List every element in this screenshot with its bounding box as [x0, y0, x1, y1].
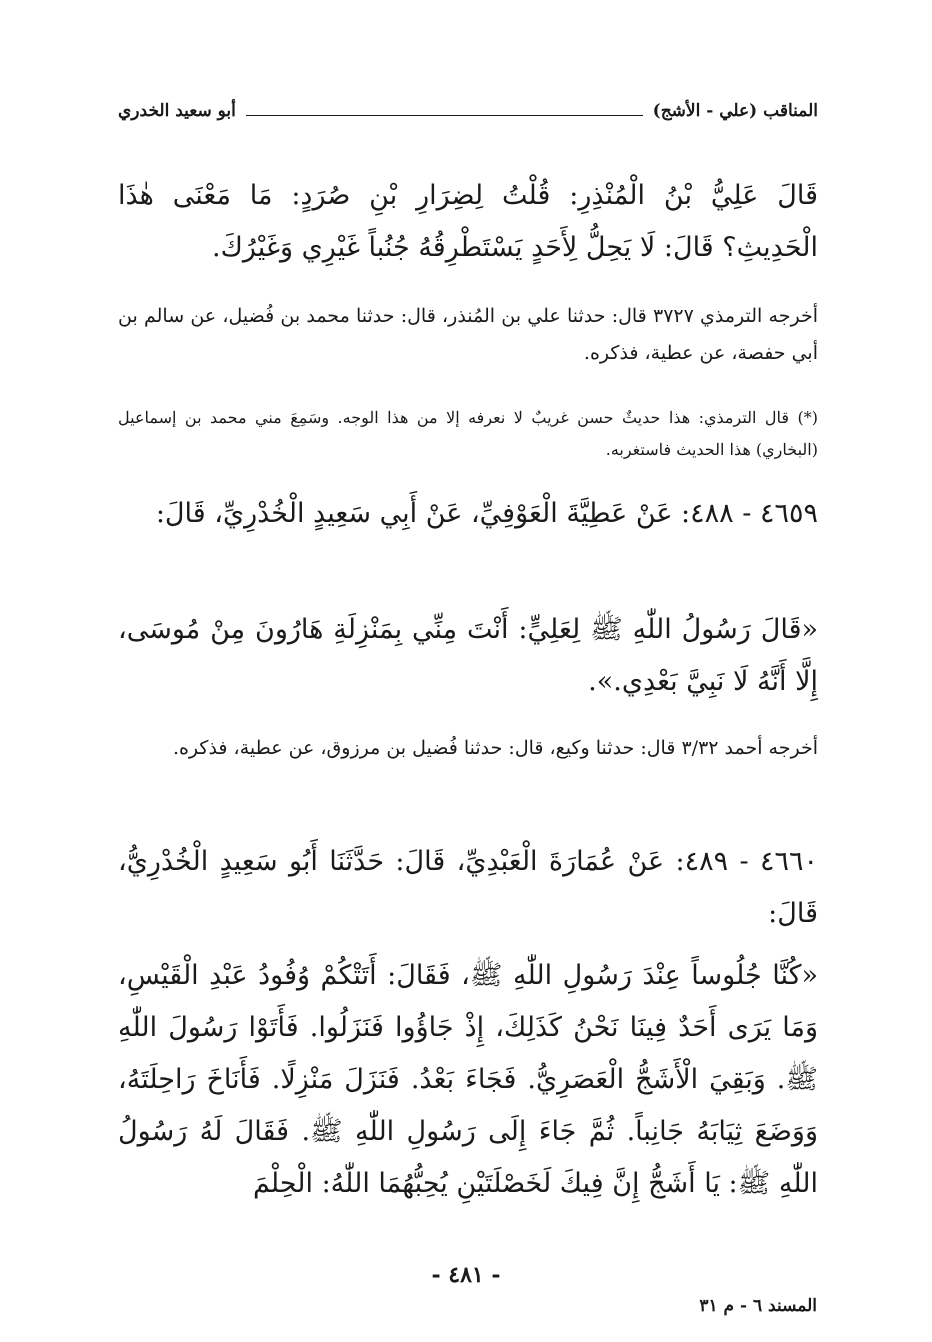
running-header — [118, 96, 818, 126]
header-section-title: المناقب (علي - الأشج) — [652, 101, 818, 121]
footnote-tirmidhi-comment: (*) قال الترمذي: هذا حديثٌ حسن غريبٌ لا نعرفه إلا من هذا الوجه. وسَمِعَ مني محمد بن إسماعيل (البخاري) هذا الحديث فاستغربه. — [118, 408, 818, 459]
header-rule — [246, 115, 643, 116]
hadith-4660-text: «كُنَّا جُلُوساً عِنْدَ رَسُولِ اللّٰهِ ﷺ، فَقَالَ: أَتَتْكُمْ وُفُودُ عَبْدِ الْقَيْسِ، وَمَا يَرَى أَحَدٌ فِينَا نَحْنُ كَذَلِكَ، إِذْ جَاؤُوا فَنَزَلُوا. فَأَتَوْا رَسُولَ اللّٰهِ ﷺ. وَبَقِيَ الْأَشَجُّ الْعَصَرِيُّ. فَجَاءَ بَعْدُ. فَنَزَلَ مَنْزِلًا. فَأَنَاخَ رَاحِلَتَهُ، وَوَضَعَ ثِيَابَهُ جَانِباً. ثُمَّ جَاءَ إِلَى رَسُولِ اللّٰهِ ﷺ. فَقَالَ لَهُ رَسُولُ اللّٰهِ ﷺ: يَا أَشَجُّ إِنَّ فِيكَ لَخَصْلَتَيْنِ يُحِبُّهُمَا اللّٰهُ: الْحِلْمَ — [118, 960, 818, 1199]
hadith-4660-heading: ٤٦٦٠ - ٤٨٩: عَنْ عُمَارَةَ الْعَبْدِيِّ، قَالَ: حَدَّثَنَا أَبُو سَعِيدٍ الْخُدْرِيُّ، قَالَ: — [118, 846, 819, 929]
footnote-ahmad: أخرجه أحمد ٣/٣٢ قال: حدثنا وكيع، قال: حدثنا فُضيل بن مرزوق، عن عطية، فذكره. — [172, 737, 818, 759]
page-number: - ٤٨١ - — [431, 1262, 501, 1288]
hadith-4659-text: «قَالَ رَسُولُ اللّٰهِ ﷺ لِعَلِيٍّ: أَنْتَ مِنِّي بِمَنْزِلَةِ هَارُونَ مِنْ مُوسَى، إِلَّا أَنَّهُ لَا نَبِيَّ بَعْدِي.». — [118, 614, 818, 697]
footnote-tirmidhi: أخرجه الترمذي ٣٧٢٧ قال: حدثنا علي بن المُنذر، قال: حدثنا محمد بن فُضيل، عن سالم بن أبي حفصة، عن عطية، فذكره. — [118, 305, 818, 364]
printer-signature: المسند ٦ - م ٣١ — [699, 1296, 817, 1316]
hadith-4659-heading: ٤٦٥٩ - ٤٨٨: عَنْ عَطِيَّةَ الْعَوْفِيِّ، عَنْ أَبِي سَعِيدٍ الْخُدْرِيِّ، قَالَ: — [155, 498, 818, 529]
paragraph-ali-ibn-mundhir: قَالَ عَلِيُّ بْنُ الْمُنْذِرِ: قُلْتُ لِضِرَارِ بْنِ صُرَدٍ: مَا مَعْنَى هٰذَا الْحَدِيثِ؟ قَالَ: لَا يَحِلُّ لِأَحَدٍ يَسْتَطْرِقُهُ جُنُباً غَيْرِي وَغَيْرُكَ. — [118, 180, 818, 263]
header-narrator: أبو سعيد الخدري — [118, 101, 236, 121]
